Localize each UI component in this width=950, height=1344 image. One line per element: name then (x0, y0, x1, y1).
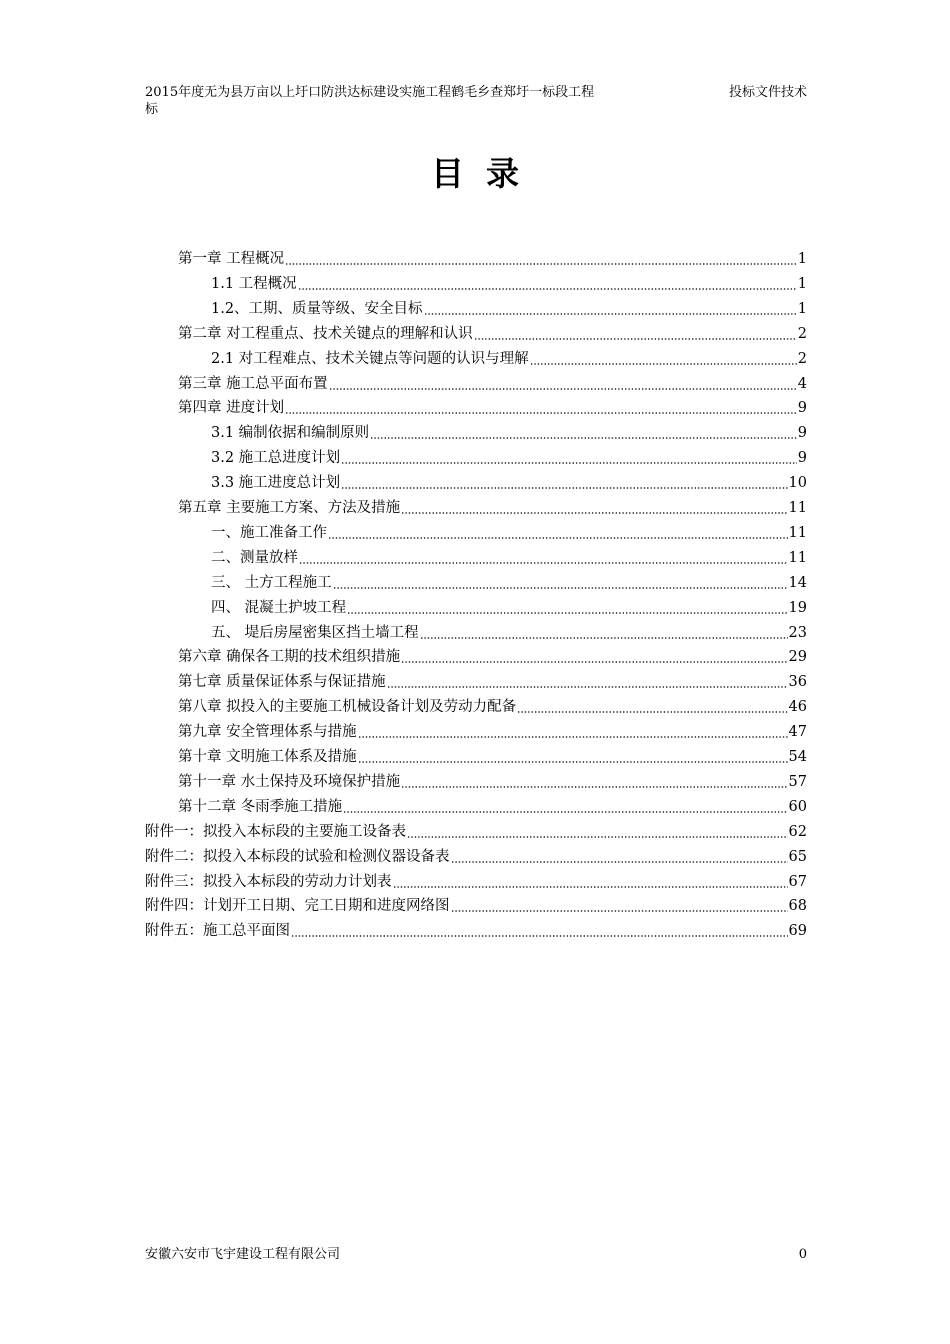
toc-entry-page: 1 (797, 251, 807, 267)
toc-entry[interactable] (211, 273, 807, 295)
toc-dot-leader (401, 512, 787, 514)
toc-entry-page: 46 (788, 699, 807, 716)
toc-entry[interactable] (178, 696, 807, 718)
toc-dot-leader (328, 537, 788, 539)
toc-entry[interactable] (211, 422, 807, 444)
toc-entry[interactable] (178, 248, 807, 270)
toc-entry[interactable] (178, 771, 807, 793)
toc-entry-title: 附件五：施工总平面图 (145, 923, 290, 940)
toc-dot-leader (451, 861, 788, 863)
toc-entry-page: 67 (788, 873, 807, 890)
toc-entry-title: 三、 土方工程施工 (211, 574, 332, 591)
toc-entry-page: 11 (788, 549, 807, 566)
toc-entry-title: 3.1 编制依据和编制原则 (211, 425, 370, 442)
toc-entry-title: 二、测量放样 (211, 549, 298, 566)
toc-entry[interactable] (211, 547, 807, 569)
toc-entry[interactable] (178, 646, 807, 668)
toc-dot-leader (451, 910, 788, 912)
toc-entry[interactable] (178, 323, 807, 345)
toc-dot-leader (341, 462, 797, 464)
page-header (145, 84, 807, 118)
toc-entry-page: 1 (797, 300, 807, 317)
toc-entry-title: 第二章 对工程重点、技术关键点的理解和认识 (178, 325, 473, 342)
toc-entry-page: 68 (788, 898, 807, 915)
toc-entry-page: 9 (797, 425, 807, 442)
header-project-title: 2015年度无为县万亩以上圩口防洪达标建设实施工程鹤毛乡查郑圩一标段工程 (145, 85, 595, 100)
toc-dot-leader (517, 711, 787, 713)
toc-entry-page: 9 (797, 450, 807, 467)
toc-entry-title: 3.3 施工进度总计划 (211, 475, 341, 492)
toc-entry-title: 第五章 主要施工方案、方法及措施 (178, 500, 401, 516)
toc-entry-page: 19 (788, 599, 807, 616)
toc-entry-title: 一、施工准备工作 (211, 524, 327, 541)
footer-company: 安徽六安市飞宇建设工程有限公司 (145, 1247, 341, 1262)
toc-entry[interactable] (211, 522, 807, 544)
toc-entry[interactable] (211, 597, 807, 619)
toc-entry[interactable] (178, 746, 807, 768)
toc-dot-leader (401, 786, 787, 788)
toc-dot-leader (341, 487, 787, 489)
toc-entry-page: 23 (788, 624, 807, 641)
toc-entry[interactable] (178, 497, 807, 519)
toc-entry-page: 2 (797, 325, 807, 342)
toc-entry[interactable] (178, 671, 807, 693)
toc-entry-page: 14 (788, 574, 807, 591)
header-doc-type: 投标文件技术 (728, 85, 807, 100)
toc-entry-page: 1 (797, 275, 807, 292)
toc-entry-title: 第四章 进度计划 (178, 400, 285, 417)
toc-dot-leader (474, 338, 797, 340)
toc-entry-page: 69 (788, 923, 807, 940)
toc-entry[interactable] (145, 846, 807, 868)
toc-entry-title: 第十二章 冬雨季施工措施 (178, 798, 343, 815)
toc-entry-title: 四、 混凝土护坡工程 (211, 599, 347, 616)
toc-dot-leader (358, 736, 788, 738)
toc-entry-title: 3.2 施工总进度计划 (211, 450, 341, 467)
toc-entry-title: 第九章 安全管理体系与措施 (178, 724, 357, 741)
toc-dot-leader (358, 761, 788, 763)
toc-entry-page: 2 (797, 350, 807, 367)
toc-entry[interactable] (211, 348, 807, 370)
toc-entry-title: 第一章 工程概况 (178, 251, 285, 267)
toc-entry-title: 第三章 施工总平面布置 (178, 375, 328, 392)
toc-entry-page: 47 (788, 724, 807, 741)
toc-dot-leader (393, 886, 788, 888)
toc-entry-page: 29 (788, 649, 807, 666)
toc-entry-title: 附件三：拟投入本标段的劳动力计划表 (145, 873, 392, 890)
toc-entry-title: 第十一章 水土保持及环境保护措施 (178, 773, 401, 790)
toc-entry-page: 60 (788, 798, 807, 815)
toc-dot-leader (401, 661, 787, 663)
toc-entry-title: 五、 堤后房屋密集区挡土墙工程 (211, 624, 419, 641)
toc-entry-title: 附件一：拟投入本标段的主要施工设备表 (145, 823, 406, 840)
toc-dot-leader (343, 811, 787, 813)
header-project-title-continued: 标 (145, 102, 159, 117)
toc-entry-title: 附件四：计划开工日期、完工日期和进度网络图 (145, 898, 450, 915)
toc-entry-page: 10 (788, 475, 807, 492)
toc-entry[interactable] (211, 622, 807, 644)
toc-entry-page: 9 (797, 400, 807, 417)
toc-entry[interactable] (211, 572, 807, 594)
toc-dot-leader (370, 437, 797, 439)
toc-dot-leader (291, 935, 788, 937)
toc-entry-page: 11 (788, 524, 807, 541)
page-title: 目录 (431, 154, 541, 193)
toc-entry-title: 2.1 对工程难点、技术关键点等问题的认识与理解 (211, 350, 529, 367)
toc-dot-leader (424, 313, 797, 315)
toc-dot-leader (347, 612, 787, 614)
toc-entry-title: 第十章 文明施工体系及措施 (178, 749, 357, 765)
toc-entry-page: 57 (788, 773, 807, 790)
toc-entry[interactable] (211, 472, 807, 494)
header-line (145, 84, 807, 101)
toc-dot-leader (298, 288, 797, 290)
footer-page-number: 0 (798, 1247, 807, 1262)
toc-dot-leader (333, 587, 788, 589)
toc-dot-leader (420, 637, 788, 639)
toc-entry[interactable] (145, 871, 807, 893)
toc-entry-title: 第八章 拟投入的主要施工机械设备计划及劳动力配备 (178, 699, 517, 716)
toc-entry-page: 62 (788, 823, 807, 840)
toc-entry-title: 1.1 工程概况 (211, 275, 297, 292)
toc-dot-leader (299, 562, 788, 564)
toc-entry[interactable] (178, 373, 807, 395)
toc-entry-page: 4 (797, 375, 807, 392)
toc-entry-title: 第六章 确保各工期的技术组织措施 (178, 649, 401, 666)
toc-dot-leader (407, 836, 788, 838)
toc-entry-page: 11 (788, 500, 807, 516)
page-footer (145, 1245, 807, 1265)
toc-entry[interactable] (178, 721, 807, 743)
toc-entry[interactable] (178, 796, 807, 818)
toc-dot-leader (530, 363, 797, 365)
toc-entry[interactable] (145, 895, 807, 917)
toc-dot-leader (387, 686, 788, 688)
toc-entry-page: 36 (788, 674, 807, 691)
toc-dot-leader (285, 412, 797, 414)
toc-entry-page: 54 (788, 749, 807, 765)
toc-entry-title: 第七章 质量保证体系与保证措施 (178, 674, 386, 691)
toc-entry[interactable] (178, 397, 807, 419)
toc-entry-title: 1.2、工期、质量等级、安全目标 (211, 300, 423, 317)
toc-entry-title: 附件二：拟投入本标段的试验和检测仪器设备表 (145, 848, 450, 865)
toc-entry-page: 65 (788, 848, 807, 865)
toc-dot-leader (329, 388, 797, 390)
toc-entry[interactable] (145, 920, 807, 942)
toc-dot-leader (285, 263, 797, 265)
toc-entry[interactable] (211, 298, 807, 320)
toc-entry[interactable] (145, 821, 807, 843)
toc-entry[interactable] (211, 447, 807, 469)
